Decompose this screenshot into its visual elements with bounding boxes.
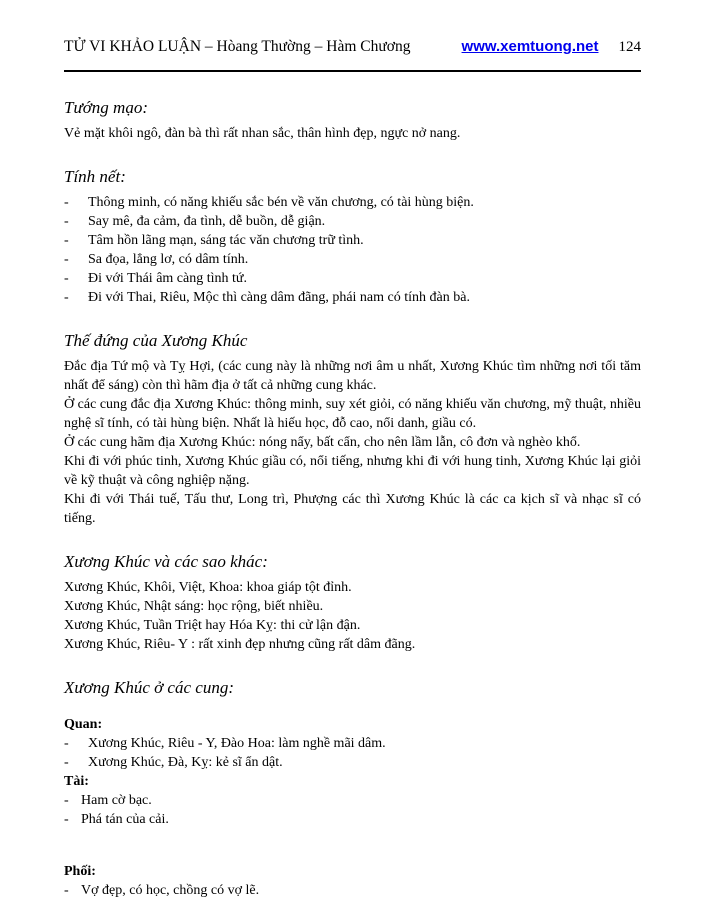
section-heading-cac-cung: Xương Khúc ở các cung: xyxy=(64,678,234,697)
dash-marker xyxy=(64,212,88,231)
list-item-text: Xương Khúc, Đà, Kỵ: kẻ sĩ ẩn dật. xyxy=(88,755,283,770)
website-link[interactable]: www.xemtuong.net xyxy=(461,38,599,55)
dash-marker xyxy=(64,791,81,810)
group-phoi xyxy=(64,862,641,900)
list-item xyxy=(64,212,641,231)
dash-marker xyxy=(64,753,88,772)
list-item xyxy=(64,753,641,772)
group-label: Quan: xyxy=(64,717,103,732)
list-item-text: Tâm hồn lãng mạn, sáng tác văn chương trữ tình. xyxy=(88,233,364,248)
document-title: TỬ VI KHẢO LUẬN – Hòang Thường – Hàm Chương xyxy=(64,38,411,55)
paragraph: Khi đi với phúc tinh, Xương Khúc giầu có, nổi tiếng, nhưng khi đi với hung tinh, Xương Khúc lại giỏi về kỹ thuật và công nghiệp nặng. xyxy=(64,454,641,488)
list-item xyxy=(64,231,641,250)
text-line: Xương Khúc, Khôi, Việt, Khoa: khoa giáp tột đỉnh. xyxy=(64,580,352,595)
text-line: Xương Khúc, Riêu- Y : rất xinh đẹp nhưng cũng rất dâm đãng. xyxy=(64,637,416,652)
dash-marker xyxy=(64,269,88,288)
dash-marker xyxy=(64,881,81,900)
paragraph: Ở các cung hãm địa Xương Khúc: nóng nẩy, bất cẩn, cho nên lầm lẫn, cô đơn và nghèo khổ. xyxy=(64,435,581,450)
dash-marker xyxy=(64,231,88,250)
dash-marker xyxy=(64,288,88,307)
list-item xyxy=(64,881,641,900)
text-line: Xương Khúc, Tuần Triệt hay Hóa Kỵ: thi cử lận đận. xyxy=(64,618,361,633)
list-item-text: Xương Khúc, Riêu - Y, Đào Hoa: làm nghề mãi dâm. xyxy=(88,736,386,751)
paragraph: Đắc địa Tứ mộ và Tỵ Hợi, (các cung này là những nơi âm u nhất, Xương Khúc tìm những nơi tối tăm nhất để sáng) còn thì hãm địa ở tất cả những cung khác. xyxy=(64,359,641,393)
dash-marker xyxy=(64,250,88,269)
paragraph: Khi đi với Thái tuế, Tấu thư, Long trì, Phượng các thì Xương Khúc là các ca kịch sĩ và nhạc sĩ có tiếng. xyxy=(64,492,641,526)
section-heading-the-dung: Thế đứng của Xương Khúc xyxy=(64,331,248,350)
section-heading-sao-khac: Xương Khúc và các sao khác: xyxy=(64,552,268,571)
list-item xyxy=(64,734,641,753)
dash-marker xyxy=(64,810,81,829)
list-item-text: Vợ đẹp, có học, chồng có vợ lẽ. xyxy=(81,883,260,898)
text-line: Xương Khúc, Nhật sáng: học rộng, biết nhiều. xyxy=(64,599,324,614)
list-item xyxy=(64,193,641,212)
list-item-text: Ham cờ bạc. xyxy=(81,793,152,808)
list-item-text: Thông minh, có năng khiếu sắc bén về văn chương, có tài hùng biện. xyxy=(88,195,474,210)
list-item xyxy=(64,269,641,288)
list-item-text: Đi với Thái âm càng tình tứ. xyxy=(88,271,247,286)
section-heading-tuong-mao: Tướng mạo: xyxy=(64,98,148,117)
header-right xyxy=(462,38,641,56)
tuong-mao-body: Vẻ mặt khôi ngô, đàn bà thì rất nhan sắc, thân hình đẹp, ngực nở nang. xyxy=(64,126,461,141)
list-item xyxy=(64,810,641,829)
group-label: Tài: xyxy=(64,774,89,789)
dash-marker xyxy=(64,734,88,753)
list-item-text: Sa đọa, lẳng lơ, có dâm tính. xyxy=(88,252,249,267)
list-item xyxy=(64,791,641,810)
section-heading-tinh-net: Tính nết: xyxy=(64,167,126,186)
list-item xyxy=(64,288,641,307)
list-item xyxy=(64,250,641,269)
group-label: Phối: xyxy=(64,864,96,879)
list-item-text: Đi với Thai, Riêu, Mộc thì càng dâm đãng, phái nam có tính đàn bà. xyxy=(88,290,470,305)
list-item-text: Phá tán của cải. xyxy=(81,812,169,827)
list-item-text: Say mê, đa cảm, đa tình, dễ buồn, dễ giận. xyxy=(88,214,326,229)
page-header xyxy=(64,38,641,72)
page-number: 124 xyxy=(618,39,641,55)
group-tai xyxy=(64,772,641,829)
group-quan xyxy=(64,715,641,772)
paragraph: Ở các cung đắc địa Xương Khúc: thông minh, suy xét giỏi, có năng khiếu văn chương, mỹ thuật, nhiều nghệ sĩ tính, có tài hùng biện. Nhất là hiếu học, đỗ cao, nổi danh, giầu có. xyxy=(64,397,641,431)
dash-marker xyxy=(64,193,88,212)
